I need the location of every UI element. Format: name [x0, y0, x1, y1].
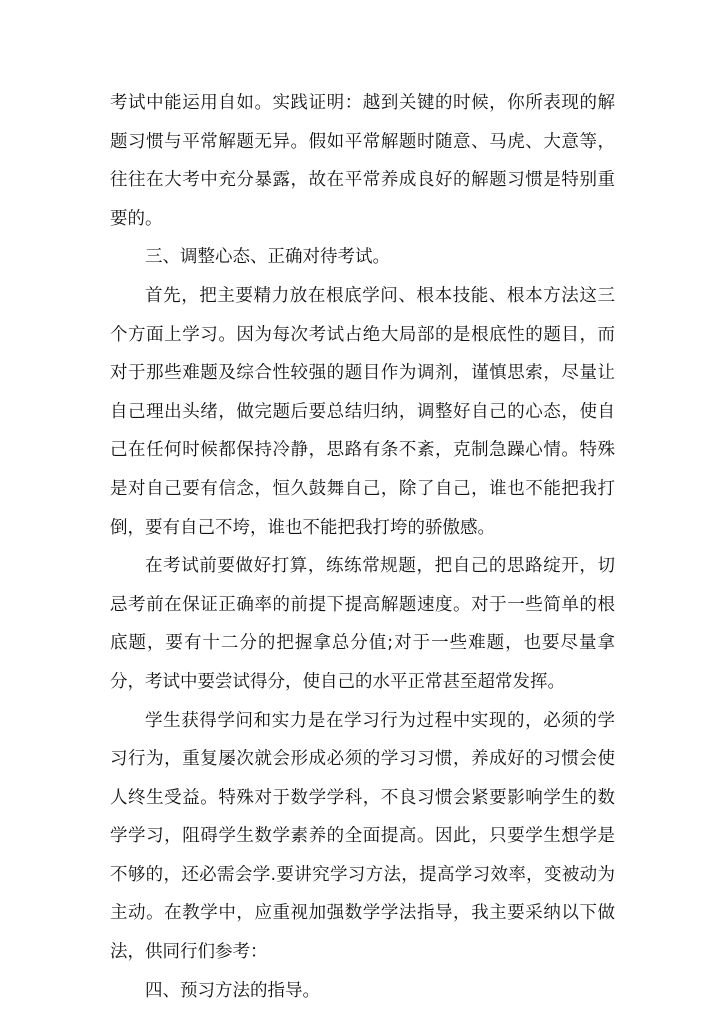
- paragraph-focus-basics: 首先，把主要精力放在根底学问、根本技能、根本方法这三个方面上学习。因为每次考试占绝大局部的是根底性的题目，而对于那些难题及综合性较强的题目作为调剂，谨慎思索，尽量让自己理出头绪，做完题后要总结归纳，调整好自己的心态，使自己在任何时候都保持冷静，思路有条不紊，克制急躁心情。特殊是对自己要有信念，恒久鼓舞自己，除了自己，谁也不能把我打倒，要有自己不垮，谁也不能把我打垮的骄傲感。: [110, 285, 615, 538]
- section-heading-3: 三、调整心态、正确对待考试。: [145, 247, 390, 268]
- paragraph-continuation: 考试中能运用自如。实践证明：越到关键的时候，你所表现的解题习惯与平常解题无异。假如平常解题时随意、马虎、大意等，往往在大考中充分暴露，故在平常养成良好的解题习惯是特别重要的。: [110, 93, 615, 229]
- paragraph-learning-habits: 学生获得学问和实力是在学习行为过程中实现的，必须的学习行为，重复屡次就会形成必须的学习习惯，养成好的习惯会使人终生受益。特殊对于数学学科，不良习惯会紧要影响学生的数学学习，阻碍学生数学素养的全面提高。因此，只要学生想学是不够的，还必需会学.要讲究学习方法，提高学习效率，变被动为主动。在教学中，应重视加强数学学法指导，我主要采纳以下做法，供同行们参考：: [110, 710, 615, 963]
- section-heading-4: 四、预习方法的指导。: [145, 980, 320, 1001]
- document-body: [110, 84, 615, 1010]
- paragraph-exam-preparation: 在考试前要做好打算，练练常规题，把自己的思路绽开，切忌考前在保证正确率的前提下提高解题速度。对于一些简单的根底题，要有十二分的把握拿总分值;对于一些难题，也要尽量拿分，考试中要尝试得分，使自己的水平正常甚至超常发挥。: [110, 556, 615, 692]
